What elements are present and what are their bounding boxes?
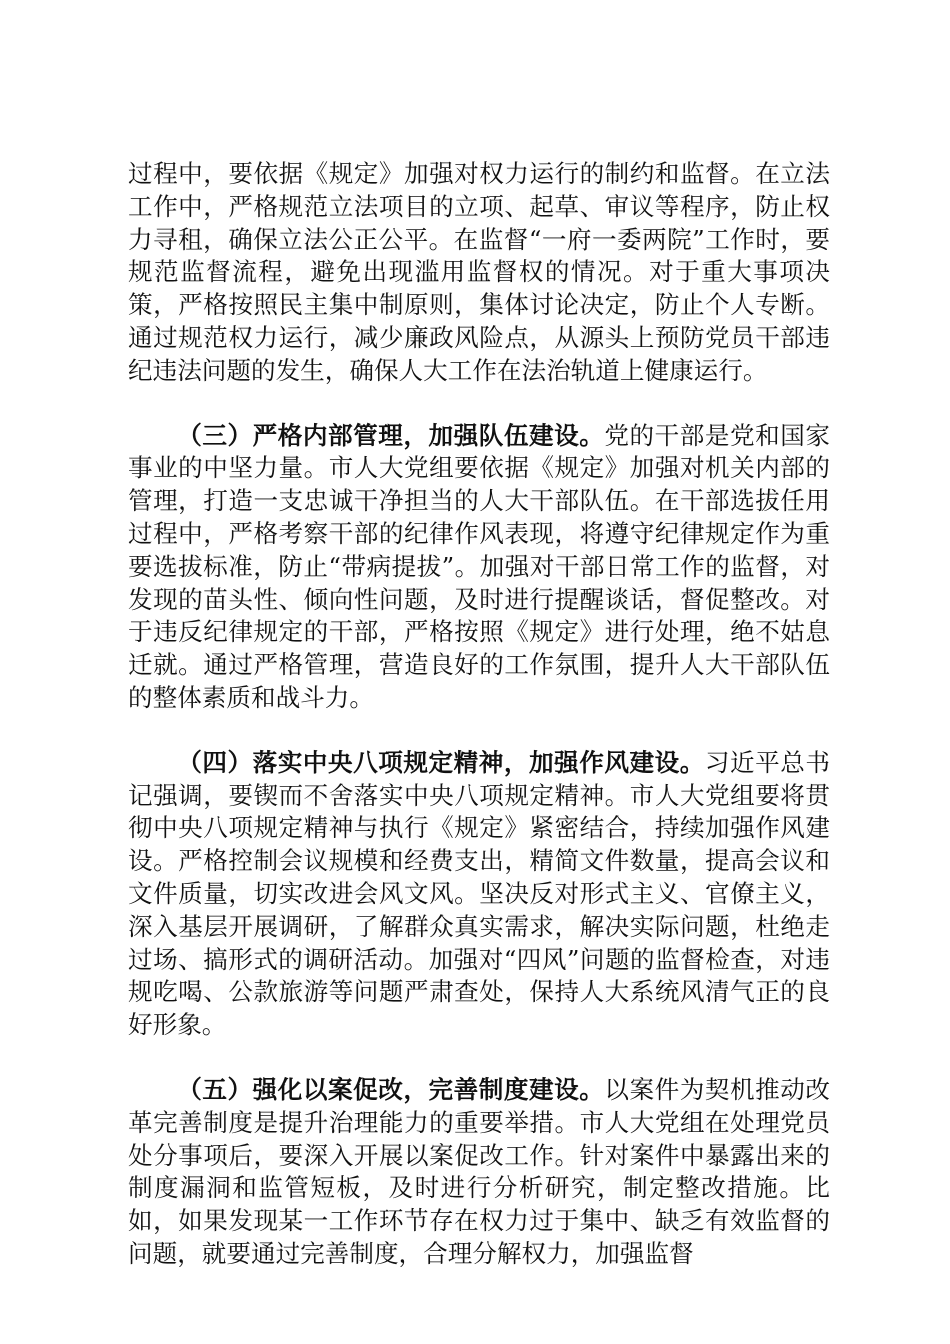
section-heading: （五）强化以案促改，完善制度建设。 — [177, 1074, 605, 1104]
paragraph-continuation — [128, 158, 830, 388]
paragraph-section-5 — [128, 1074, 830, 1271]
section-heading: （三）严格内部管理，加强队伍建设。 — [177, 420, 605, 450]
section-heading: （四）落实中央八项规定精神，加强作风建设。 — [177, 747, 705, 777]
paragraph-body: 党的干部是党和国家事业的中坚力量。市人大党组要依据《规定》加强对机关内部的管理，打造一支忠诚干净担当的人大干部队伍。在干部选拔任用过程中，严格考察干部的纪律作风表现，将遵守纪律规定作为重要选拔标准，防止“带病提拔”。加强对干部日常工作的监督，对发现的苗头性、倾向性问题，及时进行提醒谈话，督促整改。对于违反纪律规定的干部，严格按照《规定》进行处理，绝不姑息迁就。通过严格管理，营造良好的工作氛围，提升人大干部队伍的整体素质和战斗力。 — [128, 420, 830, 712]
paragraph-body: 以案件为契机推动改革完善制度是提升治理能力的重要举措。市人大党组在处理党员处分事项后，要深入开展以案促改工作。针对案件中暴露出来的制度漏洞和监管短板，及时进行分析研究，制定整改措施。比如，如果发现某一工作环节存在权力过于集中、缺乏有效监督的问题，就要通过完善制度，合理分解权力，加强监督 — [128, 1074, 830, 1268]
document-page — [128, 158, 830, 1271]
paragraph-section-3 — [128, 420, 830, 715]
paragraph-body: 过程中，要依据《规定》加强对权力运行的制约和监督。在立法工作中，严格规范立法项目的立项、起草、审议等程序，防止权力寻租，确保立法公正公平。在监督“一府一委两院”工作时，要规范监督流程，避免出现滥用监督权的情况。对于重大事项决策，严格按照民主集中制原则，集体讨论决定，防止个人专断。通过规范权力运行，减少廉政风险点，从源头上预防党员干部违纪违法问题的发生，确保人大工作在法治轨道上健康运行。 — [128, 159, 830, 385]
paragraph-section-4 — [128, 747, 830, 1042]
paragraph-body: 习近平总书记强调，要锲而不舍落实中央八项规定精神。市人大党组要将贯彻中央八项规定精神与执行《规定》紧密结合，持续加强作风建设。严格控制会议规模和经费支出，精简文件数量，提高会议和文件质量，切实改进会风文风。坚决反对形式主义、官僚主义，深入基层开展调研，了解群众真实需求，解决实际问题，杜绝走过场、搞形式的调研活动。加强对“四风”问题的监督检查，对违规吃喝、公款旅游等问题严肃查处，保持人大系统风清气正的良好形象。 — [128, 747, 830, 1040]
